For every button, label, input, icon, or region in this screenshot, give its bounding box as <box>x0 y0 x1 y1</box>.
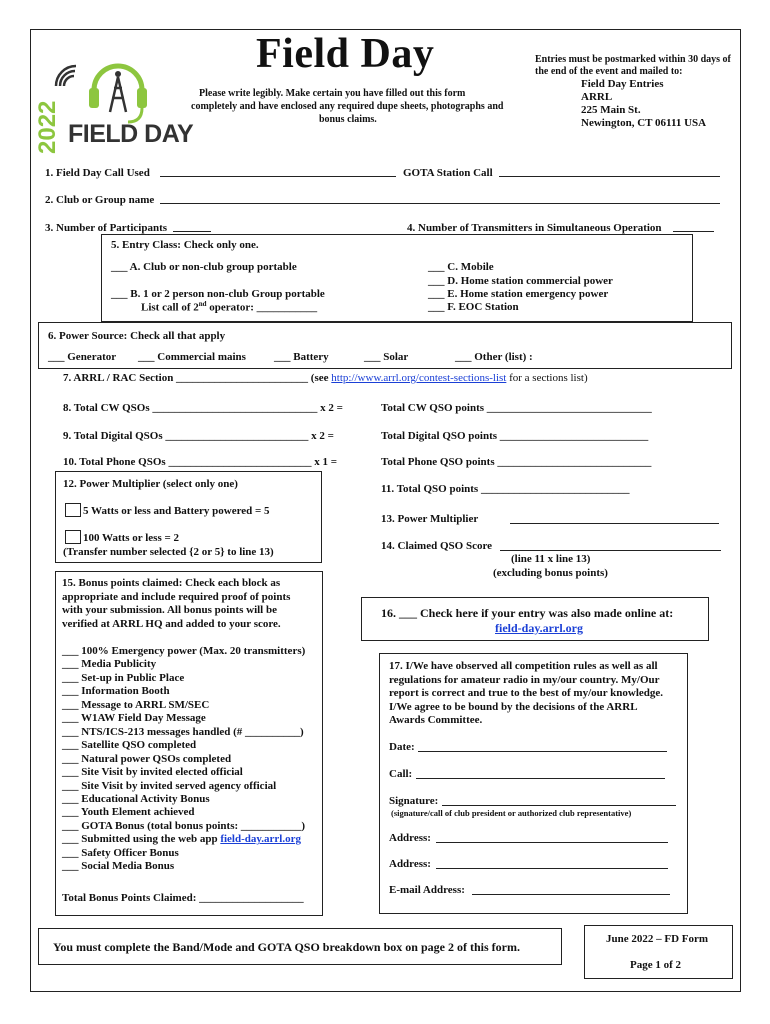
bonus-item-web[interactable] <box>62 833 305 846</box>
address-field-2[interactable] <box>436 868 668 869</box>
address-field-1[interactable] <box>436 842 668 843</box>
participants-field[interactable] <box>173 231 211 232</box>
digital-points[interactable]: Total Digital QSO points ___________________________ <box>381 430 649 442</box>
club-label: 2. Club or Group name <box>45 194 155 206</box>
call-label: Call: <box>389 768 413 780</box>
mail-address-3: 225 Main St. <box>581 104 641 116</box>
instructions-line-3: bonus claims. <box>319 114 377 125</box>
club-field[interactable] <box>160 203 720 204</box>
power-multiplier-label: 13. Power Multiplier <box>381 513 479 525</box>
web-app-text: ___ Submitted using the web app <box>62 833 221 846</box>
multiplier-note: (Transfer number selected {2 or 5} to line 13) <box>63 546 274 558</box>
bonus-intro <box>62 577 290 631</box>
claimed-score-field[interactable] <box>500 550 721 551</box>
bonus-intro-3: with your submission. All bonus points will be <box>62 604 277 616</box>
bonus-item[interactable]: ___ Educational Activity Bonus <box>62 792 210 805</box>
form-date: June 2022 – FD Form <box>606 933 709 945</box>
transmitters-label: 4. Number of Transmitters in Simultaneous Operation <box>407 222 662 234</box>
power-multiplier-field[interactable] <box>510 523 719 524</box>
bonus-item[interactable]: ___ 100% Emergency power (Max. 20 transmitters) <box>62 645 306 657</box>
bonus-item[interactable]: ___ Site Visit by invited served agency official <box>62 779 277 792</box>
signature-label: Signature: <box>389 795 439 807</box>
power-multiplier-title: 12. Power Multiplier (select only one) <box>63 478 238 490</box>
address-label-2: Address: <box>389 858 431 870</box>
entry-class-title: 5. Entry Class: Check only one. <box>111 239 259 251</box>
signature-field[interactable] <box>442 805 676 806</box>
footer-notice: You must complete the Band/Mode and GOTA QSO breakdown box on page 2 of this form. <box>53 940 520 954</box>
entry-class-f[interactable]: ___ F. EOC Station <box>428 301 519 313</box>
phone-qsos[interactable]: 10. Total Phone QSOs __________________________ x 1 = <box>63 456 337 468</box>
gota-field[interactable] <box>499 176 720 177</box>
certification-text <box>389 660 663 728</box>
power-solar[interactable]: ___ Solar <box>364 351 409 363</box>
address-label-1: Address: <box>389 832 431 844</box>
second-op-field: operator: ___________ <box>206 301 318 314</box>
page-title: Field Day <box>256 31 435 77</box>
five-watts-checkbox[interactable] <box>65 503 81 517</box>
bonus-item[interactable]: ___ Social Media Bonus <box>62 860 175 873</box>
total-qso-points[interactable]: 11. Total QSO points ___________________________ <box>381 483 630 495</box>
bonus-list <box>62 645 305 874</box>
cert-line: report is correct and true to the best of my/our knowledge. <box>389 687 664 699</box>
instructions-line-2: completely and have enclosed any required dupe sheets, photographs and <box>191 101 504 112</box>
date-field[interactable] <box>418 751 667 752</box>
bonus-item[interactable]: ___ NTS/ICS-213 messages handled (# __________) <box>62 725 304 738</box>
arrl-section-label: 7. ARRL / RAC Section ________________________ (see <box>63 372 332 384</box>
power-other[interactable]: ___ Other (list) : <box>455 351 533 363</box>
bonus-intro-1: 15. Bonus points claimed: Check each block as <box>62 577 281 589</box>
cert-line: regulations for amateur radio in my/our country. My/Our <box>389 673 660 686</box>
mail-address-1: Field Day Entries <box>581 78 664 90</box>
sections-suffix: for a sections list) <box>506 372 588 384</box>
participants-label: 3. Number of Participants <box>45 222 168 234</box>
bonus-item[interactable]: ___ Set-up in Public Place <box>62 671 185 684</box>
instructions-line-1: Please write legibly. Make certain you have filled out this form <box>199 88 466 99</box>
logo-year: 2022 <box>34 100 61 154</box>
entry-class-c[interactable]: ___ C. Mobile <box>428 261 494 273</box>
web-app-link[interactable]: field-day.arrl.org <box>220 833 301 846</box>
mail-address-2: ARRL <box>581 91 613 103</box>
digital-qsos[interactable]: 9. Total Digital QSOs __________________________ x 2 = <box>63 430 334 442</box>
power-source-title: 6. Power Source: Check all that apply <box>48 330 226 342</box>
date-label: Date: <box>389 741 415 753</box>
claimed-note-1: (line 11 x line 13) <box>511 553 591 565</box>
online-entry-link[interactable]: field-day.arrl.org <box>495 621 583 635</box>
cert-line: 17. I/We have observed all competition rules as well as all <box>389 660 658 672</box>
logo-text: FIELD DAY <box>68 120 194 148</box>
bonus-item[interactable]: ___ W1AW Field Day Message <box>62 712 206 725</box>
call-used-label: 1. Field Day Call Used <box>45 167 150 179</box>
bonus-item[interactable]: ___ GOTA Bonus (total bonus points: ___________) <box>62 819 306 832</box>
bonus-intro-2: appropriate and include required proof of points <box>62 590 291 603</box>
bonus-item[interactable]: ___ Message to ARRL SM/SEC <box>62 698 210 711</box>
second-op-text: List call of 2 <box>141 301 199 314</box>
hundred-watts-label: 100 Watts or less = 2 <box>83 532 180 544</box>
transmitters-field[interactable] <box>673 231 714 232</box>
total-bonus-points[interactable]: Total Bonus Points Claimed: ___________________ <box>62 892 304 904</box>
cert-line: I/We agree to be bound by the decisions of the ARRL <box>389 700 638 713</box>
email-label: E-mail Address: <box>389 884 465 896</box>
cw-points[interactable]: Total CW QSO points ______________________________ <box>381 402 652 414</box>
hundred-watts-checkbox[interactable] <box>65 530 81 544</box>
cw-qsos[interactable]: 8. Total CW QSOs ______________________________ x 2 = <box>63 402 343 414</box>
bonus-item[interactable]: ___ Safety Officer Bonus <box>62 846 179 859</box>
postmark-line-1: Entries must be postmarked within 30 days of <box>535 54 731 65</box>
gota-label: GOTA Station Call <box>403 167 493 179</box>
entry-class-d[interactable]: ___ D. Home station commercial power <box>428 275 613 287</box>
second-op-sup: nd <box>198 300 207 308</box>
signature-note: (signature/call of club president or authorized club representative) <box>391 808 632 818</box>
claimed-score-label: 14. Claimed QSO Score <box>381 540 493 552</box>
email-field[interactable] <box>472 894 670 895</box>
cert-line: Awards Committee. <box>389 714 483 726</box>
call-used-field[interactable] <box>160 176 396 177</box>
field-day-logo <box>34 50 194 154</box>
bonus-item[interactable]: ___ Information Booth <box>62 685 170 698</box>
postmark-line-2: the end of the event and mailed to: <box>535 66 683 77</box>
five-watts-label: 5 Watts or less and Battery powered = 5 <box>83 505 270 517</box>
power-commercial[interactable]: ___ Commercial mains <box>138 351 246 363</box>
phone-points[interactable]: Total Phone QSO points ____________________________ <box>381 456 652 468</box>
arrl-section-row <box>63 372 588 384</box>
call-field[interactable] <box>416 778 665 779</box>
bonus-item[interactable]: ___ Youth Element achieved <box>62 806 195 819</box>
power-battery[interactable]: ___ Battery <box>274 351 329 363</box>
entry-class-a[interactable]: ___ A. Club or non-club group portable <box>111 261 297 273</box>
entry-class-b-second-op[interactable] <box>141 300 317 314</box>
bonus-intro-4: verified at ARRL HQ and added to your score. <box>62 617 281 630</box>
power-generator[interactable]: ___ Generator <box>48 351 117 363</box>
bonus-item[interactable]: ___ Site Visit by invited elected official <box>62 766 243 779</box>
sections-list-link[interactable]: http://www.arrl.org/contest-sections-list <box>331 372 507 384</box>
bonus-item[interactable]: ___ Satellite QSO completed <box>62 739 197 752</box>
online-entry-text[interactable]: 16. ___ Check here if your entry was also made online at: <box>381 606 674 620</box>
bonus-item[interactable]: ___ Natural power QSOs completed <box>62 752 232 765</box>
page-number: Page 1 of 2 <box>630 959 682 971</box>
claimed-note-2: (excluding bonus points) <box>493 567 608 579</box>
entry-class-b[interactable]: ___ B. 1 or 2 person non-club Group portable <box>111 288 325 300</box>
entry-class-e[interactable]: ___ E. Home station emergency power <box>428 288 609 300</box>
mail-address-4: Newington, CT 06111 USA <box>581 117 707 129</box>
bonus-item[interactable]: ___ Media Publicity <box>62 658 157 671</box>
